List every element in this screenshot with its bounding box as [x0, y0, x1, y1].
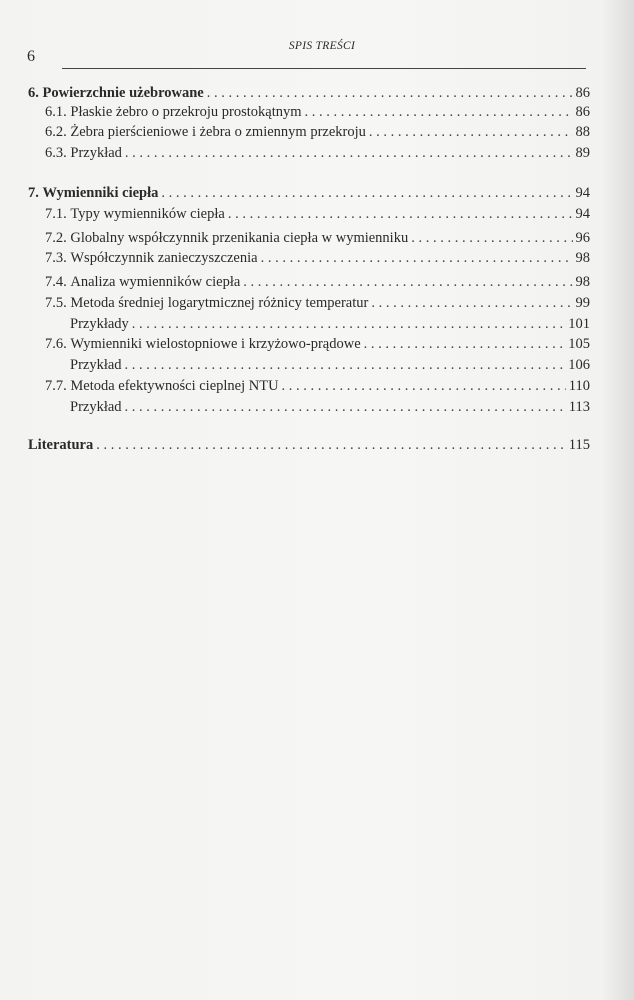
toc-entry: [70, 315, 590, 333]
entry-page: 115: [568, 437, 590, 453]
entry-number: 7.5.: [45, 295, 67, 311]
entry-title: Wymienniki wielostopniowe i krzyżowo-prądowe: [70, 336, 361, 352]
entry-title: Wymienniki ciepła: [42, 185, 159, 201]
dot-leader: [228, 205, 573, 223]
dot-leader: [125, 398, 566, 416]
entry-title: Współczynnik zanieczyszczenia: [70, 250, 258, 266]
entry-number: 7.7.: [45, 378, 67, 394]
entry-number: 6.: [28, 85, 39, 101]
entry-number: 7.6.: [45, 336, 67, 352]
entry-number: 7.3.: [45, 250, 67, 266]
entry-title: Żebra pierścieniowe i żebra o zmiennym przekroju: [70, 124, 366, 140]
entry-page: 99: [575, 295, 590, 311]
dot-leader: [243, 273, 572, 291]
toc-entry: [45, 144, 590, 162]
entry-title: Przykład: [70, 399, 122, 415]
dot-leader: [411, 229, 572, 247]
dot-leader: [364, 335, 566, 353]
toc-entry: [70, 356, 590, 374]
entry-page: 86: [575, 104, 590, 120]
entry-number: 6.3.: [45, 145, 67, 161]
toc-entry: [45, 123, 590, 141]
entry-page: 98: [575, 250, 590, 266]
toc-entry: [45, 273, 590, 291]
entry-title: Przykład: [70, 357, 122, 373]
toc-entry: [45, 205, 590, 223]
entry-page: 94: [575, 185, 590, 201]
entry-title: Płaskie żebro o przekroju prostokątnym: [70, 104, 302, 120]
entry-page: 98: [575, 274, 590, 290]
entry-page: 86: [575, 85, 590, 101]
toc-entry: [45, 294, 590, 312]
toc-entry: [45, 229, 590, 247]
toc-entry: [45, 249, 590, 267]
dot-leader: [96, 436, 566, 454]
entry-page: 94: [575, 206, 590, 222]
page-number: 6: [27, 48, 35, 65]
entry-number: 7.1.: [45, 206, 67, 222]
entry-title: Analiza wymienników ciepła: [70, 274, 241, 290]
toc-entry: [28, 184, 590, 202]
entry-number: 6.2.: [45, 124, 67, 140]
toc-entry: [45, 377, 590, 395]
entry-title: Globalny współczynnik przenikania ciepła w wymienniku: [70, 230, 409, 246]
entry-page: 113: [568, 399, 590, 415]
entry-title: Metoda średniej logarytmicznej różnicy temperatur: [70, 295, 369, 311]
dot-leader: [369, 123, 573, 141]
dot-leader: [161, 184, 572, 202]
dot-leader: [371, 294, 572, 312]
dot-leader: [132, 315, 565, 333]
entry-page: 96: [575, 230, 590, 246]
entry-page: 110: [568, 378, 590, 394]
entry-title: Metoda efektywności cieplnej NTU: [70, 378, 279, 394]
entry-number: 7.: [28, 185, 39, 201]
dot-leader: [125, 356, 566, 374]
entry-number: 7.4.: [45, 274, 67, 290]
header-rule: [62, 68, 586, 69]
entry-title: Przykłady: [70, 316, 129, 332]
entry-page: 89: [575, 145, 590, 161]
entry-page: 88: [575, 124, 590, 140]
entry-title: Literatura: [28, 437, 94, 453]
toc-entry: [45, 103, 590, 121]
dot-leader: [261, 249, 573, 267]
entry-number: 7.2.: [45, 230, 67, 246]
entry-title: Przykład: [70, 145, 122, 161]
dot-leader: [282, 377, 566, 395]
entry-title: Powierzchnie użebrowane: [42, 85, 204, 101]
toc-entry: [45, 335, 590, 353]
entry-page: 106: [568, 357, 590, 373]
toc-entry: [28, 436, 590, 454]
dot-leader: [305, 103, 573, 121]
entry-page: 101: [568, 316, 590, 332]
entry-number: 6.1.: [45, 104, 67, 120]
dot-leader: [207, 84, 573, 102]
dot-leader: [125, 144, 573, 162]
entry-title: Typy wymienników ciepła: [70, 206, 225, 222]
toc-entry: [70, 398, 590, 416]
toc-entry: [28, 84, 590, 102]
entry-page: 105: [568, 336, 590, 352]
running-title: SPIS TREŚCI: [288, 40, 356, 52]
